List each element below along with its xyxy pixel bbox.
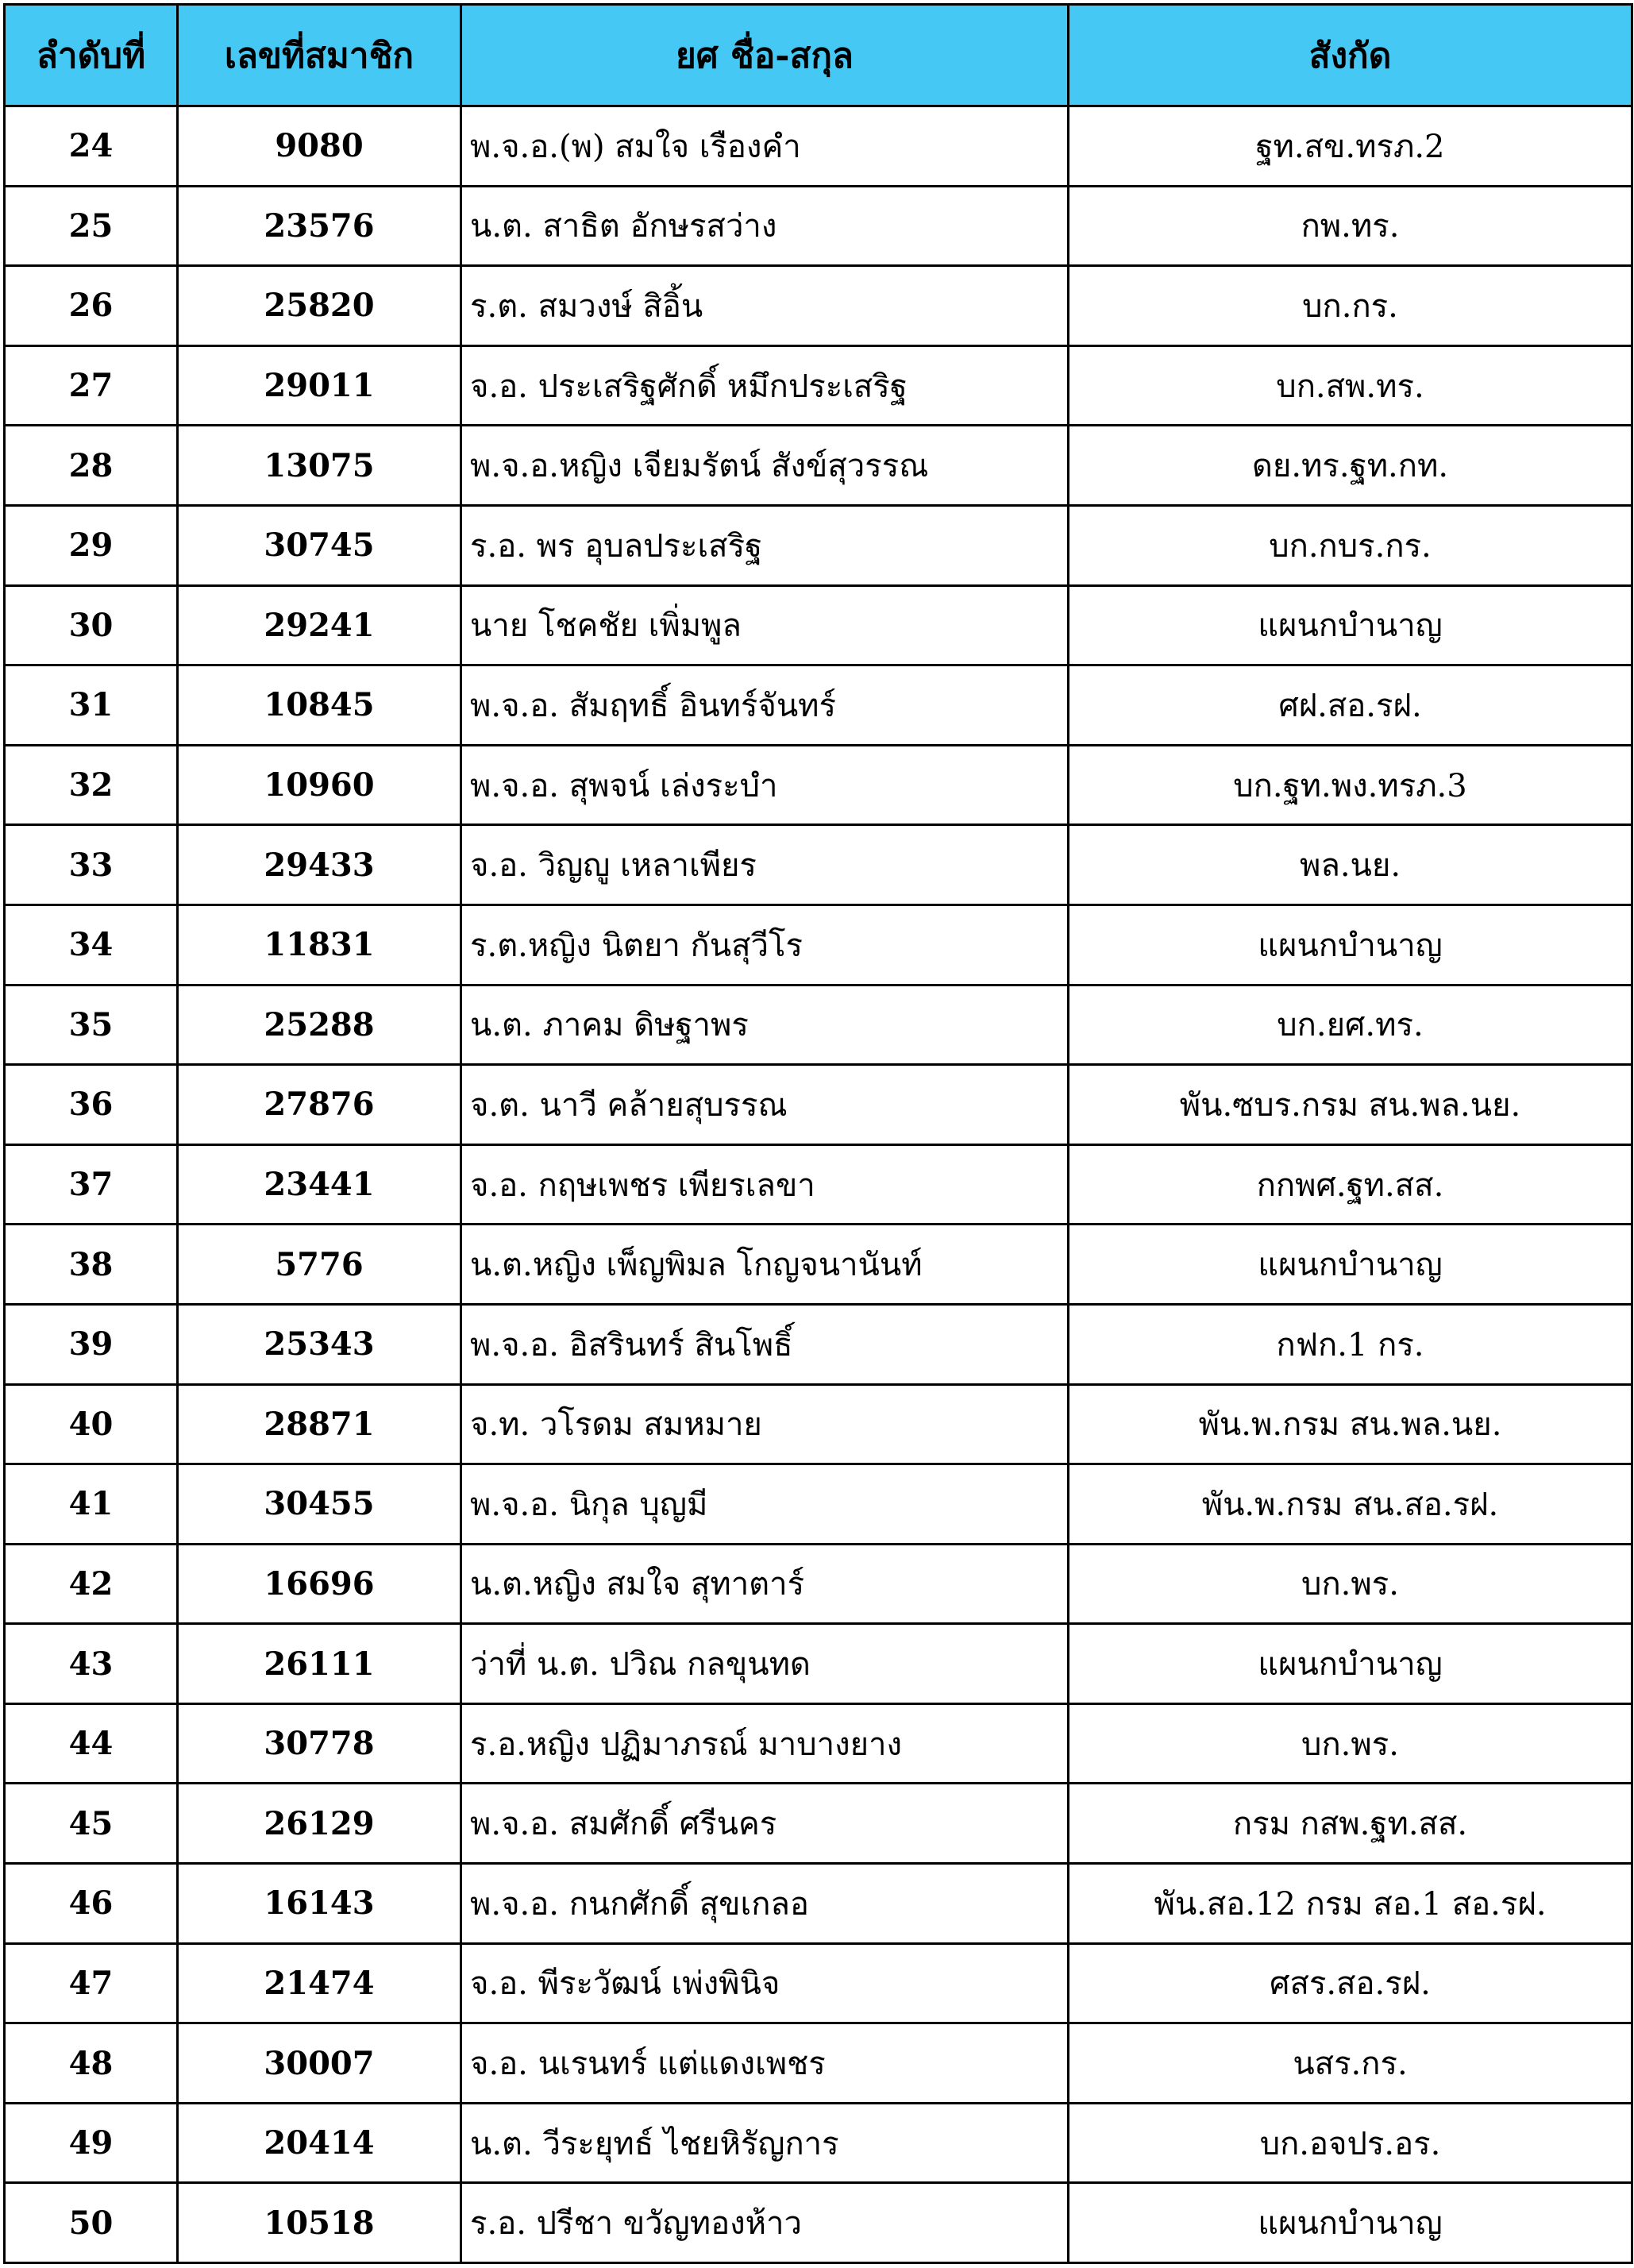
- table-row: [5, 426, 1632, 506]
- cell-rank-name: น.ต.หญิง เพ็ญพิมล โกญจนานันท์: [461, 1225, 1069, 1305]
- cell-unit: ดย.ทร.ฐท.กท.: [1069, 426, 1632, 506]
- cell-order: 26: [5, 266, 178, 346]
- cell-unit: พัน.พ.กรม สน.พล.นย.: [1069, 1384, 1632, 1464]
- table-row: [5, 1065, 1632, 1145]
- cell-order: 40: [5, 1384, 178, 1464]
- cell-order: 34: [5, 904, 178, 985]
- cell-order: 45: [5, 1784, 178, 1864]
- cell-rank-name: จ.อ. กฤษเพชร เพียรเลขา: [461, 1144, 1069, 1225]
- cell-unit: บก.ฐท.พง.ทรภ.3: [1069, 745, 1632, 825]
- table-row: [5, 1225, 1632, 1305]
- cell-unit: บก.ยศ.ทร.: [1069, 985, 1632, 1065]
- cell-member-no: 30007: [178, 2023, 461, 2104]
- cell-rank-name: จ.ท. วโรดม สมหมาย: [461, 1384, 1069, 1464]
- cell-unit: แผนกบำนาญ: [1069, 2183, 1632, 2263]
- cell-member-no: 10960: [178, 745, 461, 825]
- table-row: [5, 1624, 1632, 1704]
- cell-unit: กรม กสพ.ฐท.สส.: [1069, 1784, 1632, 1864]
- cell-order: 47: [5, 1943, 178, 2023]
- cell-member-no: 20414: [178, 2103, 461, 2183]
- cell-rank-name: ร.ต. สมวงษ์ สิอิ้น: [461, 266, 1069, 346]
- cell-rank-name: พ.จ.อ. กนกศักดิ์ สุขเกลอ: [461, 1864, 1069, 1944]
- cell-order: 35: [5, 985, 178, 1065]
- cell-order: 42: [5, 1544, 178, 1624]
- cell-order: 31: [5, 665, 178, 746]
- header-row: [5, 5, 1632, 106]
- cell-unit: ศฝ.สอ.รฝ.: [1069, 665, 1632, 746]
- cell-member-no: 13075: [178, 426, 461, 506]
- cell-unit: พัน.สอ.12 กรม สอ.1 สอ.รฝ.: [1069, 1864, 1632, 1944]
- cell-unit: บก.พร.: [1069, 1703, 1632, 1784]
- cell-member-no: 21474: [178, 1943, 461, 2023]
- cell-unit: ฐท.สข.ทรภ.2: [1069, 106, 1632, 187]
- cell-member-no: 30745: [178, 505, 461, 585]
- header-rank-name: ยศ ชื่อ-สกุล: [461, 5, 1069, 106]
- table-row: [5, 2023, 1632, 2104]
- cell-unit: แผนกบำนาญ: [1069, 1225, 1632, 1305]
- table-row: [5, 2183, 1632, 2263]
- cell-member-no: 16143: [178, 1864, 461, 1944]
- cell-order: 48: [5, 2023, 178, 2104]
- table-row: [5, 1784, 1632, 1864]
- table-row: [5, 904, 1632, 985]
- cell-order: 43: [5, 1624, 178, 1704]
- cell-unit: นสร.กร.: [1069, 2023, 1632, 2104]
- cell-rank-name: น.ต. วีระยุทธ์ ไชยหิรัญการ: [461, 2103, 1069, 2183]
- cell-unit: พัน.ซบร.กรม สน.พล.นย.: [1069, 1065, 1632, 1145]
- cell-rank-name: น.ต.หญิง สมใจ สุทาตาร์: [461, 1544, 1069, 1624]
- cell-rank-name: จ.อ. พีระวัฒน์ เพ่งพินิจ: [461, 1943, 1069, 2023]
- cell-unit: กกพศ.ฐท.สส.: [1069, 1144, 1632, 1225]
- table-row: [5, 585, 1632, 665]
- cell-rank-name: ร.ต.หญิง นิตยา กันสุวีโร: [461, 904, 1069, 985]
- cell-rank-name: ว่าที่ น.ต. ปวิณ กลขุนทด: [461, 1624, 1069, 1704]
- cell-rank-name: จ.อ. วิญญู เหลาเพียร: [461, 825, 1069, 905]
- cell-rank-name: จ.อ. ประเสริฐศักดิ์ หมึกประเสริฐ: [461, 345, 1069, 426]
- cell-order: 49: [5, 2103, 178, 2183]
- cell-member-no: 16696: [178, 1544, 461, 1624]
- cell-member-no: 23441: [178, 1144, 461, 1225]
- cell-rank-name: พ.จ.อ.(พ) สมใจ เรืองคำ: [461, 106, 1069, 187]
- cell-member-no: 23576: [178, 186, 461, 266]
- cell-member-no: 9080: [178, 106, 461, 187]
- table-row: [5, 505, 1632, 585]
- table-row: [5, 1384, 1632, 1464]
- cell-member-no: 11831: [178, 904, 461, 985]
- cell-member-no: 27876: [178, 1065, 461, 1145]
- cell-member-no: 30778: [178, 1703, 461, 1784]
- cell-member-no: 25820: [178, 266, 461, 346]
- cell-order: 44: [5, 1703, 178, 1784]
- cell-member-no: 10845: [178, 665, 461, 746]
- cell-member-no: 25288: [178, 985, 461, 1065]
- cell-rank-name: พ.จ.อ.หญิง เจียมรัตน์ สังข์สุวรรณ: [461, 426, 1069, 506]
- cell-unit: บก.สพ.ทร.: [1069, 345, 1632, 426]
- table-row: [5, 1144, 1632, 1225]
- table-header: [5, 5, 1632, 106]
- cell-unit: ศสร.สอ.รฝ.: [1069, 1943, 1632, 2023]
- cell-unit: บก.กร.: [1069, 266, 1632, 346]
- table-row: [5, 985, 1632, 1065]
- table-row: [5, 1464, 1632, 1545]
- cell-order: 30: [5, 585, 178, 665]
- cell-member-no: 30455: [178, 1464, 461, 1545]
- table-row: [5, 345, 1632, 426]
- table-row: [5, 266, 1632, 346]
- table-row: [5, 2103, 1632, 2183]
- table-body: [5, 106, 1632, 2263]
- cell-unit: พล.นย.: [1069, 825, 1632, 905]
- cell-order: 39: [5, 1304, 178, 1384]
- table-row: [5, 1943, 1632, 2023]
- cell-rank-name: จ.ต. นาวี คล้ายสุบรรณ: [461, 1065, 1069, 1145]
- cell-unit: บก.อจปร.อร.: [1069, 2103, 1632, 2183]
- cell-member-no: 26111: [178, 1624, 461, 1704]
- cell-member-no: 5776: [178, 1225, 461, 1305]
- cell-member-no: 29433: [178, 825, 461, 905]
- table-row: [5, 186, 1632, 266]
- cell-unit: บก.กบร.กร.: [1069, 505, 1632, 585]
- cell-order: 46: [5, 1864, 178, 1944]
- cell-rank-name: พ.จ.อ. สุพจน์ เล่งระบำ: [461, 745, 1069, 825]
- cell-rank-name: พ.จ.อ. นิกุล บุญมี: [461, 1464, 1069, 1545]
- cell-order: 29: [5, 505, 178, 585]
- table-row: [5, 1544, 1632, 1624]
- cell-member-no: 10518: [178, 2183, 461, 2263]
- table-row: [5, 106, 1632, 187]
- cell-order: 25: [5, 186, 178, 266]
- cell-order: 28: [5, 426, 178, 506]
- header-unit: สังกัด: [1069, 5, 1632, 106]
- cell-rank-name: ร.อ. ปรีชา ขวัญทองห้าว: [461, 2183, 1069, 2263]
- cell-rank-name: น.ต. สาธิต อักษรสว่าง: [461, 186, 1069, 266]
- cell-unit: แผนกบำนาญ: [1069, 904, 1632, 985]
- cell-order: 37: [5, 1144, 178, 1225]
- cell-order: 32: [5, 745, 178, 825]
- cell-rank-name: พ.จ.อ. สมศักดิ์ ศรีนคร: [461, 1784, 1069, 1864]
- cell-rank-name: ร.อ.หญิง ปฏิมาภรณ์ มาบางยาง: [461, 1703, 1069, 1784]
- cell-order: 27: [5, 345, 178, 426]
- cell-order: 24: [5, 106, 178, 187]
- member-table: [3, 3, 1633, 2264]
- cell-member-no: 26129: [178, 1784, 461, 1864]
- cell-rank-name: น.ต. ภาคม ดิษฐาพร: [461, 985, 1069, 1065]
- table-row: [5, 825, 1632, 905]
- cell-unit: แผนกบำนาญ: [1069, 1624, 1632, 1704]
- cell-member-no: 25343: [178, 1304, 461, 1384]
- cell-unit: กพ.ทร.: [1069, 186, 1632, 266]
- cell-order: 38: [5, 1225, 178, 1305]
- cell-rank-name: พ.จ.อ. อิสรินทร์ สินโพธิ์: [461, 1304, 1069, 1384]
- cell-unit: กฟก.1 กร.: [1069, 1304, 1632, 1384]
- cell-rank-name: พ.จ.อ. สัมฤทธิ์ อินทร์จันทร์: [461, 665, 1069, 746]
- table-row: [5, 1703, 1632, 1784]
- table-row: [5, 745, 1632, 825]
- table-row: [5, 1304, 1632, 1384]
- cell-order: 36: [5, 1065, 178, 1145]
- table-row: [5, 1864, 1632, 1944]
- cell-member-no: 29241: [178, 585, 461, 665]
- cell-order: 33: [5, 825, 178, 905]
- cell-member-no: 29011: [178, 345, 461, 426]
- cell-member-no: 28871: [178, 1384, 461, 1464]
- header-order: ลำดับที่: [5, 5, 178, 106]
- header-member-no: เลขที่สมาชิก: [178, 5, 461, 106]
- table-row: [5, 665, 1632, 746]
- cell-rank-name: ร.อ. พร อุบลประเสริฐ: [461, 505, 1069, 585]
- cell-rank-name: จ.อ. นเรนทร์ แต่แดงเพชร: [461, 2023, 1069, 2104]
- cell-unit: พัน.พ.กรม สน.สอ.รฝ.: [1069, 1464, 1632, 1545]
- cell-rank-name: นาย โชคชัย เพิ่มพูล: [461, 585, 1069, 665]
- cell-unit: แผนกบำนาญ: [1069, 585, 1632, 665]
- cell-order: 50: [5, 2183, 178, 2263]
- cell-order: 41: [5, 1464, 178, 1545]
- cell-unit: บก.พร.: [1069, 1544, 1632, 1624]
